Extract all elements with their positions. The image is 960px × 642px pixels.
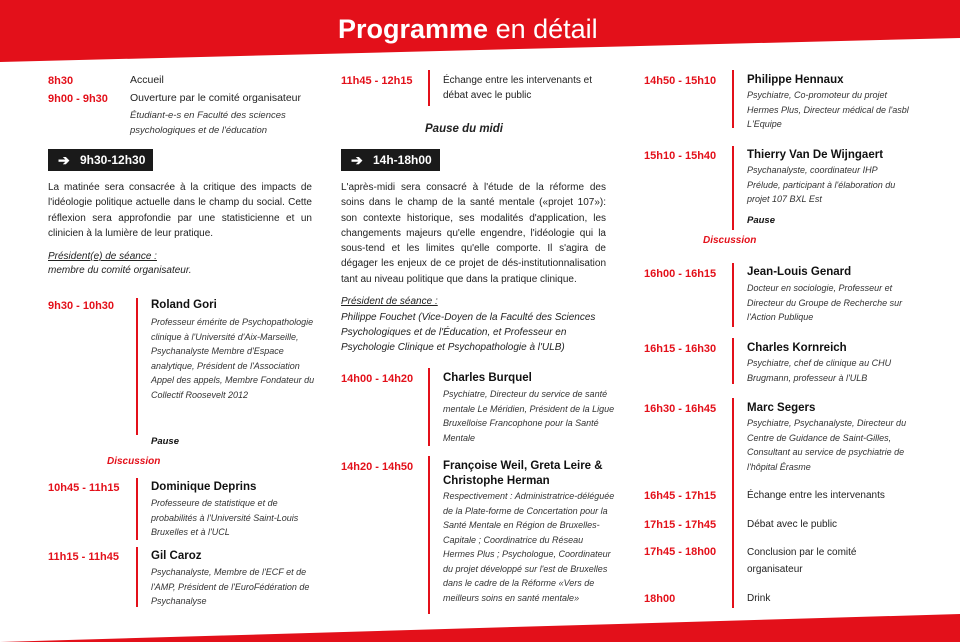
timeline-rule (136, 298, 138, 435)
session-pill-afternoon (341, 149, 440, 171)
discussion-label: Discussion (107, 456, 161, 467)
speaker-name: Philippe Hennaux (747, 74, 844, 86)
pause-label: Pause (747, 215, 775, 226)
president-label: Président de séance : (341, 296, 438, 307)
speaker-name: Jean-Louis Genard (747, 266, 852, 278)
speaker-desc: Psychiatre, Co-promoteur du projet Hermes Plus, Directeur médical de l'asbl L'Equipe (747, 90, 909, 129)
time-slot: 9h30 - 10h30 (48, 300, 115, 312)
president-value: membre du comité organisateur. (48, 265, 192, 276)
arrow-right-icon: ➔ (351, 152, 363, 168)
speaker-desc: Respectivement : Administratrice-déléguée de la Plate-forme de Concertation pour la Santé Mentale en Région de Bruxelles-Capitale ; Coordinatrice du Réseau Hermes Plus ; Psychologue, Coordinateur du projet développé sur l'est de Bruxelles dans le cadre de la Réforme «Vers de meilleurs soins en santé mentale» (443, 491, 615, 603)
president-label: Président(e) de séance : (48, 251, 157, 262)
speaker-desc: Professeure de statistique et de probabilités à l'Université Saint-Louis Bruxelles et à l'UCL (151, 498, 299, 537)
speaker-name: Dominique Deprins (151, 481, 257, 493)
speaker-desc: Psychanalyste, coordinateur IHP Prélude, participant à l'élaboration du projet 107 BXL Est (747, 165, 896, 204)
time-slot: 11h45 - 12h15 (341, 75, 413, 87)
time-slot: 9h00 - 9h30 (48, 93, 108, 105)
speaker-desc: Professeur émérite de Psychopathologie clinique à l'Université d'Aix-Marseille, Psychanalyste Membre d'Espace analytique, Président de l'Association Appel des appels, Membre Fondateur du Collectif Roosevelt 2012 (151, 317, 315, 400)
time-slot: 14h50 - 15h10 (644, 75, 717, 87)
footer-band (0, 610, 960, 642)
time-slot: 14h00 - 14h20 (341, 373, 414, 385)
speaker-desc: Psychiatre, Directeur du service de santé mentale Le Méridien, Président de la Ligue Bruxelloise Francophone pour la Santé Mentale (443, 389, 615, 443)
speaker-desc: Docteur en sociologie, Professeur et Directeur du Groupe de Recherche sur l'Action Publique (747, 283, 903, 322)
speaker-name: Charles Burquel (443, 372, 532, 384)
timeline-rule (732, 398, 734, 608)
slot-text: Drink (747, 593, 771, 604)
time-slot: 15h10 - 15h40 (644, 150, 717, 162)
page-title (338, 14, 598, 45)
session-pill-morning (48, 149, 153, 171)
discussion-label: Discussion (703, 235, 757, 246)
time-slot: 8h30 (48, 75, 74, 87)
time-slot: 16h30 - 16h45 (644, 403, 717, 415)
time-slot: 17h45 - 18h00 (644, 546, 717, 558)
afternoon-intro: L'après-midi sera consacré à l'étude de la réforme des soins dans le champ de la santé mentale («projet 107»): son contexte historique, ses modalités d'application, les changements majeurs qu'elle engendre, l'idéologie qui la sous-tend et les limites qu'elle comporte. Il s'agira de dégager les enjeux de ce projet de dés-institutionnalisation tant au niveau politique que dans la pratique clinique. (341, 182, 606, 285)
time-slot: 10h45 - 11h15 (48, 482, 120, 494)
slot-text: Conclusion par le comité organisateur (747, 547, 857, 575)
speaker-name: Marc Segers (747, 402, 816, 414)
president-value: Philippe Fouchet (Vice-Doyen de la Faculté des Sciences Psychologiques et de l'Éducation, et Professeur en Psychologie Clinique et Psychopathologie à l'ULB) (341, 312, 596, 353)
timeline-rule (428, 456, 430, 614)
page-title-bold: Programme (338, 14, 489, 44)
speaker-desc: Psychiatre, chef de clinique au CHU Brugmann, professeur à l'ULB (747, 358, 892, 383)
slot-text: Ouverture par le comité organisateur (130, 92, 301, 104)
speaker-name: Charles Kornreich (747, 342, 847, 354)
speaker-name: Françoise Weil, Greta Leire & (443, 460, 603, 472)
time-slot: 11h15 - 11h45 (48, 551, 119, 563)
speaker-name: Christophe Herman (443, 475, 550, 487)
slot-text: Échange entre les intervenants (747, 490, 885, 501)
speaker-name: Roland Gori (151, 299, 217, 311)
slot-text: Débat avec le public (747, 519, 838, 530)
time-slot: 16h15 - 16h30 (644, 343, 717, 355)
timeline-rule (428, 368, 430, 446)
timeline-rule (428, 70, 430, 106)
page-title-rest: en détail (488, 14, 598, 44)
session-pill-label: 9h30-12h30 (80, 153, 146, 167)
speaker-desc: Psychanalyste, Membre de l'ECF et de l'AMP, Président de l'EuroFédération de Psychanalyse (151, 567, 310, 606)
timeline-rule (732, 338, 734, 384)
timeline-rule (136, 547, 138, 607)
time-slot: 16h00 - 16h15 (644, 268, 717, 280)
pause-midi: Pause du midi (425, 123, 503, 135)
time-slot: 14h20 - 14h50 (341, 461, 414, 473)
session-pill-label: 14h-18h00 (373, 153, 432, 167)
time-slot: 18h00 (644, 593, 676, 605)
speaker-desc: Psychiatre, Psychanalyste, Directeur du Centre de Guidance de Saint-Gilles, Consultant au service de psychiatrie de l'hôpital Érasme (747, 418, 907, 472)
timeline-rule (732, 146, 734, 230)
time-slot: 17h15 - 17h45 (644, 519, 717, 531)
slot-text: Accueil (130, 74, 164, 86)
timeline-rule (732, 70, 734, 128)
slot-subtext: Étudiant-e-s en Faculté des sciences psychologiques et de l'éducation (130, 110, 286, 136)
slot-text: Échange entre les intervenants et débat avec le public (443, 75, 592, 101)
timeline-rule (732, 263, 734, 327)
speaker-name: Gil Caroz (151, 550, 202, 562)
timeline-rule (136, 478, 138, 540)
speaker-name: Thierry Van De Wijngaert (747, 149, 884, 161)
time-slot: 16h45 - 17h15 (644, 490, 717, 502)
arrow-right-icon: ➔ (58, 152, 70, 168)
morning-intro: La matinée sera consacrée à la critique des impacts de l'idéologie politique actuelle dans le champ du social. Cette réflexion sera approfondie par une statisticienne et un clinicien à la lumière de leur pratique. (48, 182, 312, 239)
pause-label: Pause (151, 436, 179, 447)
